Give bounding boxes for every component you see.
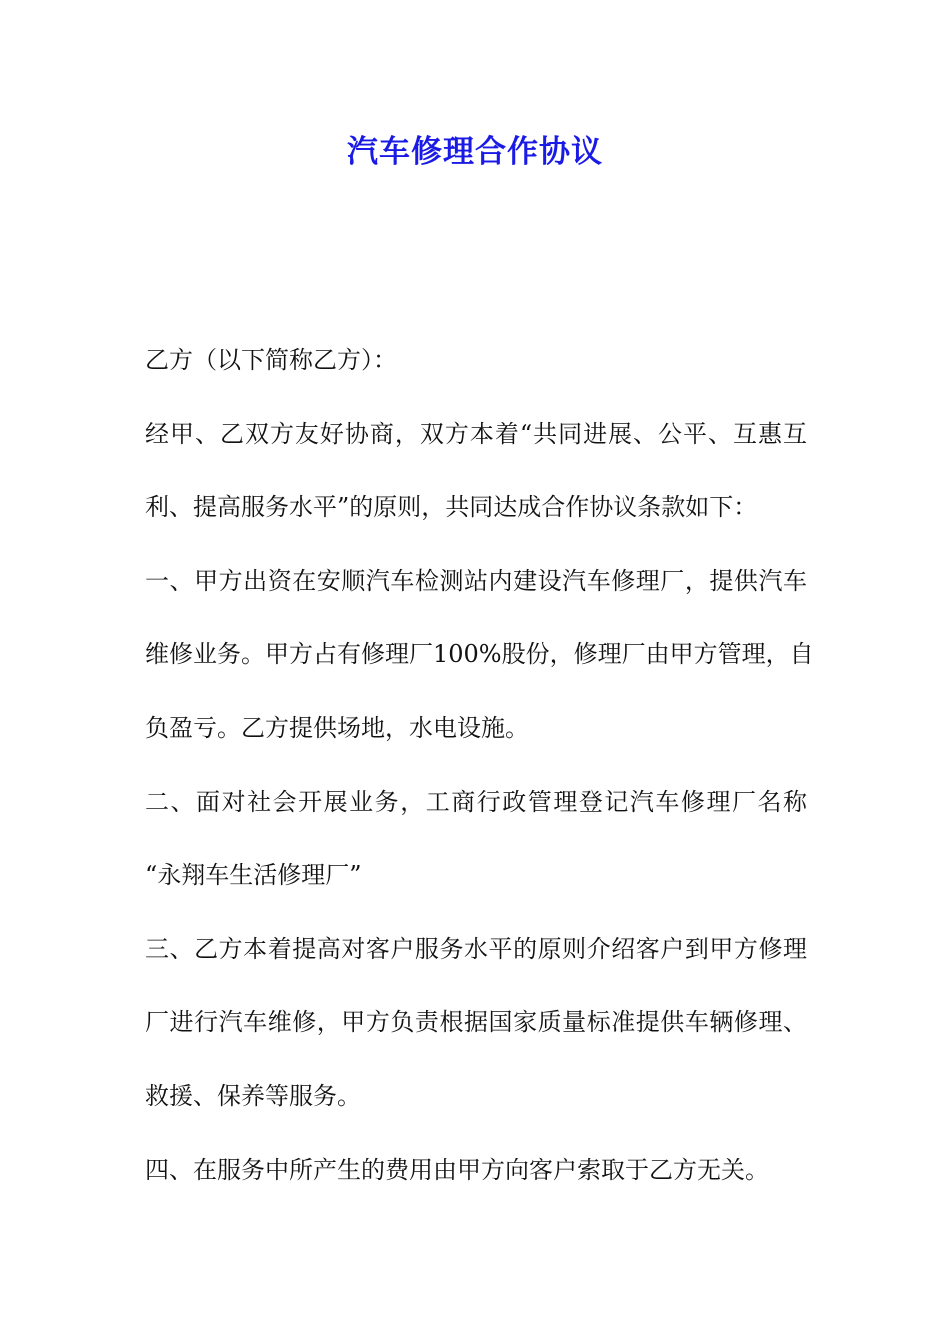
document-body <box>145 336 814 1219</box>
line-clause-1c: 负盈亏。乙方提供场地，水电设施。 <box>145 713 529 742</box>
line-clause-2a: 二、面对社会开展业务，工商行政管理登记汽车修理厂名称 <box>145 787 807 816</box>
line-clause-3a: 三、乙方本着提高对客户服务水平的原则介绍客户到甲方修理 <box>145 934 807 963</box>
document-title: 汽车修理合作协议 <box>347 134 603 170</box>
line-clause-1b: 维修业务。甲方占有修理厂100%股份，修理厂由甲方管理，自 <box>145 640 814 669</box>
line-party-b: 乙方（以下简称乙方）： <box>145 346 397 374</box>
line-clause-1a: 一、甲方出资在安顺汽车检测站内建设汽车修理厂，提供汽车 <box>145 566 807 595</box>
line-clause-2b: “永翔车生活修理厂” <box>145 861 362 890</box>
line-intro-1: 经甲、乙双方友好协商，双方本着“共同进展、公平、互惠互 <box>145 419 807 448</box>
line-clause-3c: 救援、保养等服务。 <box>145 1081 361 1110</box>
line-clause-3b: 厂进行汽车维修，甲方负责根据国家质量标准提供车辆修理、 <box>145 1008 807 1037</box>
line-clause-4: 四、在服务中所产生的费用由甲方向客户索取于乙方无关。 <box>145 1155 769 1184</box>
line-intro-2: 利、提高服务水平”的原则，共同达成合作协议条款如下： <box>145 493 758 522</box>
